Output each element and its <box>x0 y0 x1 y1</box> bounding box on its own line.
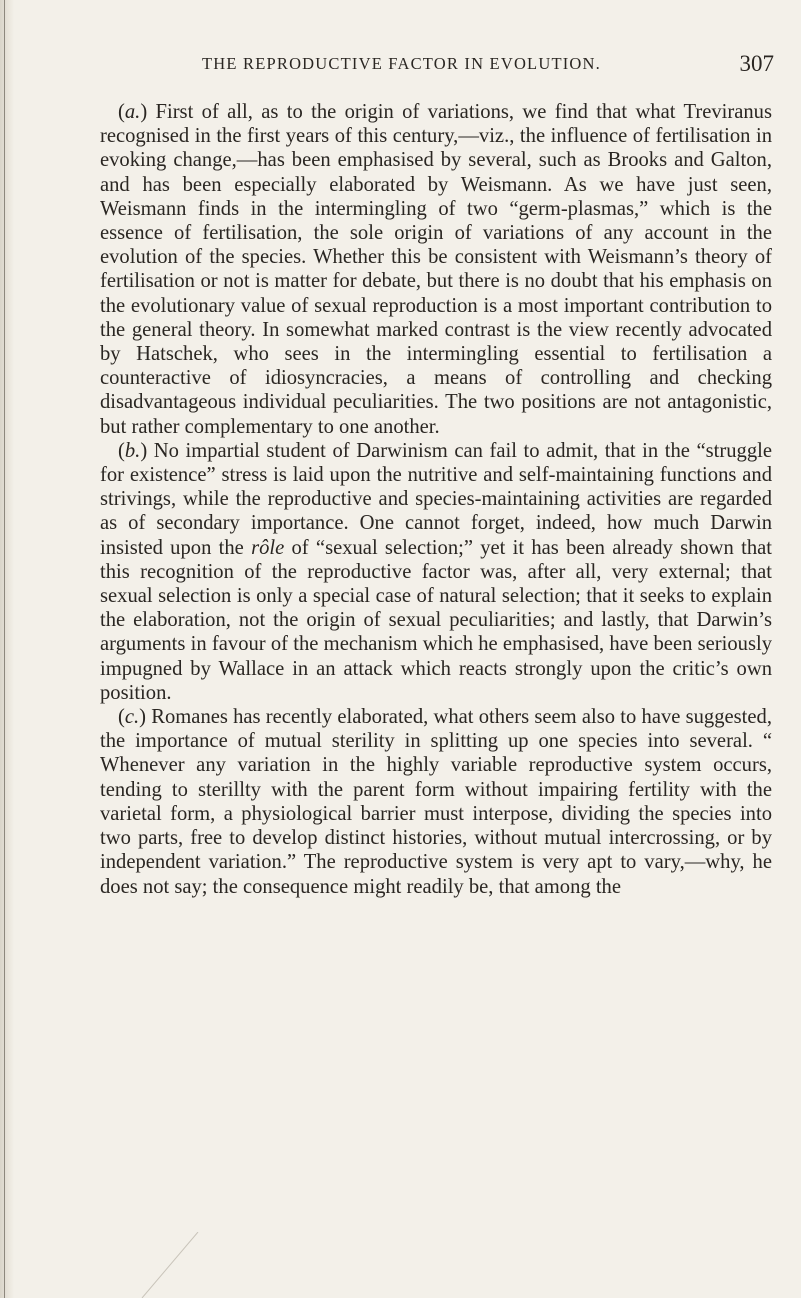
paragraph-a-marker-open: ( <box>118 101 125 123</box>
paragraph-c-marker-open: ( <box>118 706 125 729</box>
paragraph-b-text-1: No impartial student of Darwinism can fail to admit, that in the “struggle for existence” stress is laid upon the nutritive and self-maintaining functions and strivings, while the reproductive and species-maintaining activities are regarded as of secondary importance. One cannot forget, indeed, how much Darwin insisted upon the <box>100 439 772 559</box>
page-gutter-line <box>4 0 5 1298</box>
paragraph-b-marker: b. <box>124 439 141 462</box>
paragraph-b-italic-word: rôle <box>251 536 285 559</box>
paragraph-c-marker: c. <box>124 706 140 729</box>
running-head: THE REPRODUCTIVE FACTOR IN EVOLUTION. <box>202 54 601 73</box>
paragraph-a-marker: a. <box>124 101 141 123</box>
page-gutter-shadow <box>0 0 14 1298</box>
paragraph-b <box>100 439 772 705</box>
page-number: 307 <box>739 51 774 76</box>
paragraph-b-marker-open: ( <box>118 439 125 462</box>
paragraph-c <box>100 705 772 899</box>
paragraph-a-marker-close: ) <box>140 101 148 123</box>
scan-fold-mark <box>140 1232 200 1298</box>
paragraph-b-text-2: of “sexual selection;” yet it has been already shown that this recognition of the reproductive factor was, after all, very external; that sexual selection is only a special case of natural selection; that it seeks to explain the elaboration, not the origin of sexual peculiarities; and lastly, that Darwin’s arguments in favour of the mechanism which he emphasised, have been seriously impugned by Wallace in an attack which reacts strongly upon the critic’s own position. <box>100 536 772 704</box>
paragraph-c-marker-close: ) <box>139 706 147 729</box>
body-text <box>100 100 772 899</box>
paragraph-a <box>100 100 772 439</box>
paragraph-b-marker-close: ) <box>140 439 148 462</box>
paragraph-a-text: First of all, as to the origin of variations, we find that what Treviranus recognised in the first years of this century,—viz., the influence of fertilisation in evoking change,—has been emphasised by several, such as Brooks and Galton, and has been especially elaborated by Weismann. As we have just seen, Weismann finds in the intermingling of two “germ-plasmas,” which is the essence of fertilisation, the sole origin of variations of any account in the evolution of the species. Whether this be consistent with Weismann’s theory of fertilisation or not is matter for debate, but there is no doubt that his emphasis on the evolutionary value of sexual reproduction is a most important contribution to the general theory. In somewhat marked contrast is the view recently advocated by Hatschek, who sees in the intermingling essential to fertilisation a counteractive of idiosyncracies, a means of controlling and checking disadvantageous individual peculiarities. The two positions are not antagonistic, but rather complementary to one another. <box>100 101 772 438</box>
paragraph-c-text: Romanes has recently elaborated, what others seem also to have suggested, the importance of mutual sterility in splitting up one species into several. “ Whenever any variation in the highly variable reproductive system occurs, tending to sterillty with the parent form without impairing fertility with the varietal form, a physiological barrier must interpose, dividing the species into two parts, free to develop distinct histories, without mutual intercrossing, or by independent variation.” The reproductive system is very apt to vary,—why, he does not say; the consequence might readily be, that among the <box>100 706 772 898</box>
page-header <box>98 51 774 84</box>
